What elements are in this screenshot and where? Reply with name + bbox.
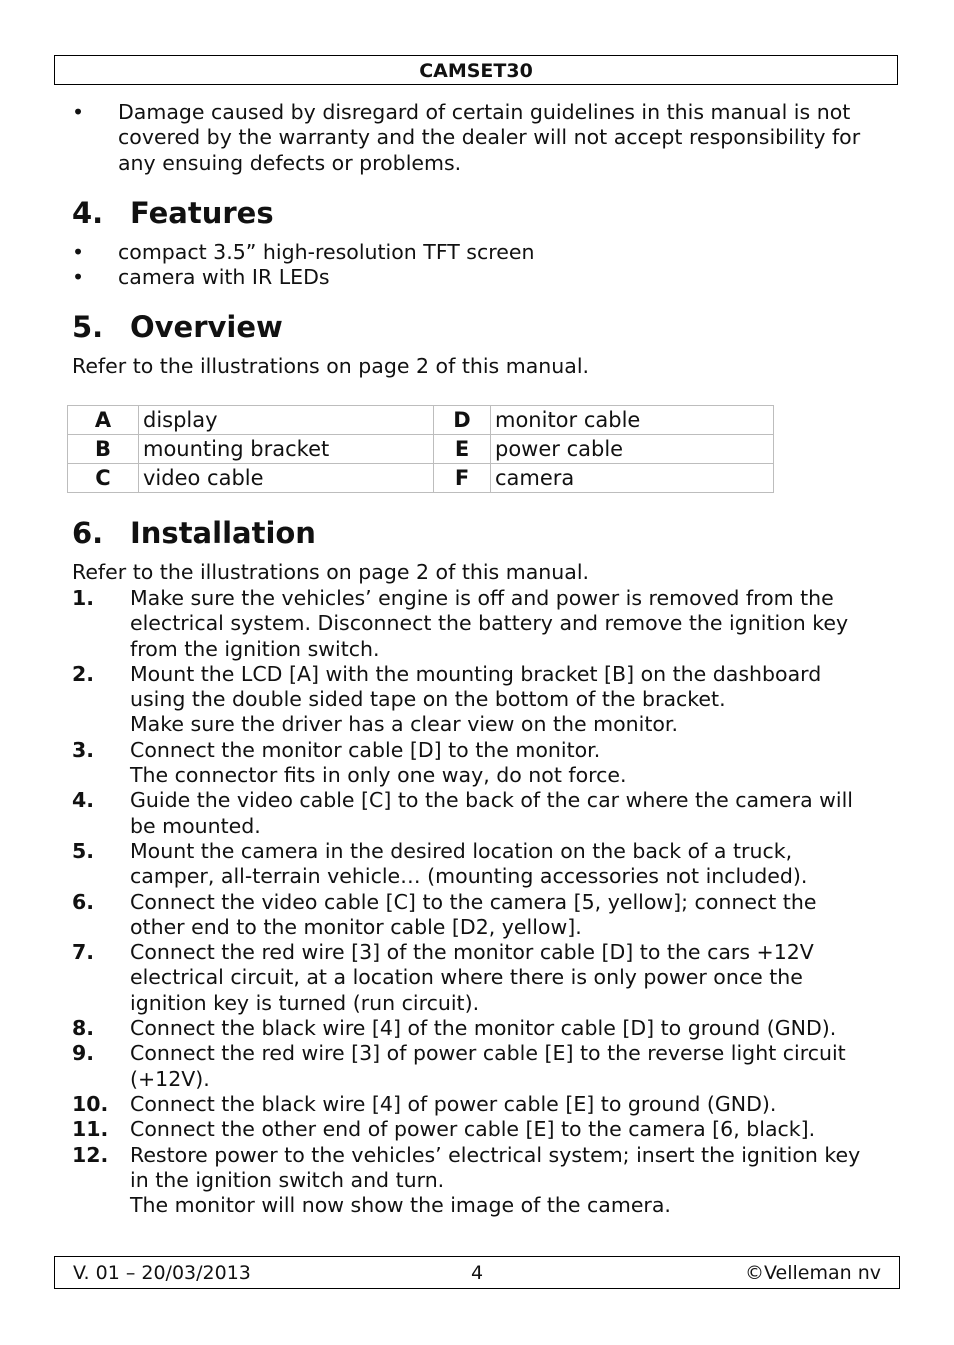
step-line: Mount the camera in the desired location on the back of a truck, [130,838,793,863]
step-number: 2. [72,661,95,686]
step-line: The monitor will now show the image of the camera. [130,1193,671,1218]
step-line: electrical circuit, at a location where there is only power once the [130,965,803,990]
step-number: 9. [72,1041,95,1066]
step-number: 1. [72,586,95,610]
bullet-text: compact 3.5” high-resolution TFT screen [118,240,535,264]
step-number: 8. [72,1016,95,1041]
step-text [130,839,892,890]
step-line: Restore power to the vehicles’ electrical system; insert the ignition key [130,1142,861,1167]
list-item [72,738,892,789]
table-value: mounting bracket [139,435,434,464]
footer-page-number: 4 [470,1262,484,1284]
step-line: Connect the other end of power cable [E] to the camera [6, black]. [130,1117,816,1142]
step-line: using the double sided tape on the bottom of the bracket. [130,687,726,712]
list-item [72,240,882,265]
list-item [72,662,892,738]
table-value: monitor cable [491,406,774,435]
page-header [54,55,898,85]
step-line: The connector fits in only one way, do not force. [130,763,627,788]
step-number: 4. [72,788,95,813]
step-line: Make sure the vehicles’ engine is off and power is removed from the [130,586,834,610]
step-number: 7. [72,940,95,965]
section-heading-installation: 6. Installation [72,516,316,550]
table-value: display [139,406,434,435]
step-text [130,1041,892,1092]
table-value: camera [491,464,774,493]
step-line: other end to the monitor cable [D2, yellow]. [130,914,582,939]
step-line: in the ignition switch and turn. [130,1167,445,1192]
step-line: Mount the LCD [A] with the mounting bracket [B] on the dashboard [130,661,822,686]
list-item [72,1143,892,1219]
step-text [130,890,892,941]
list-item [72,1117,892,1142]
step-text [130,662,892,738]
overview-intro: Refer to the illustrations on page 2 of this manual. [72,354,590,378]
header-title: CAMSET30 [419,60,533,82]
step-number: 5. [72,838,95,863]
step-text [130,940,892,1016]
step-text [130,788,892,839]
step-line: Make sure the driver has a clear view on the monitor. [130,712,678,737]
list-item [72,788,892,839]
list-item [72,1041,892,1092]
step-line: camper, all-terrain vehicle… (mounting accessories not included). [130,864,808,889]
step-line: Connect the black wire [4] of power cable [E] to ground (GND). [130,1091,777,1116]
page-footer [54,1256,900,1289]
bullet-text: Damage caused by disregard of certain guidelines in this manual is not covered by the warranty and the dealer will not accept responsibility for any ensuing defects or problems. [118,100,861,175]
list-item [72,1092,892,1117]
step-text [130,1143,892,1219]
step-text [130,738,892,789]
list-item [72,890,892,941]
step-text [130,1092,892,1117]
table-key: F [434,464,491,493]
step-line: ignition key is turned (run circuit). [130,990,480,1015]
installation-steps [72,586,892,1218]
table-key: A [68,406,139,435]
list-item [72,586,892,662]
table-key: B [68,435,139,464]
list-item [72,265,882,290]
bullet-icon: • [72,265,85,289]
step-line: be mounted. [130,813,261,838]
step-line: Connect the black wire [4] of the monitor cable [D] to ground (GND). [130,1016,837,1041]
list-item [72,839,892,890]
table-row [68,464,774,493]
list-item [72,940,892,1016]
bullet-text: camera with IR LEDs [118,265,330,289]
step-text [130,1117,892,1142]
step-line: Connect the red wire [3] of power cable [E] to the reverse light circuit [130,1041,846,1066]
step-line: Connect the red wire [3] of the monitor cable [D] to the cars +12V [130,940,814,965]
step-text [130,1016,892,1041]
step-line: from the ignition switch. [130,636,380,661]
table-key: E [434,435,491,464]
footer-version: V. 01 – 20/03/2013 [73,1262,251,1284]
step-line: Connect the monitor cable [D] to the monitor. [130,737,601,762]
step-number: 6. [72,889,95,914]
step-line: Guide the video cable [C] to the back of the car where the camera will [130,788,853,813]
table-key: C [68,464,139,493]
step-line: electrical system. Disconnect the battery and remove the ignition key [130,611,849,636]
step-text [130,586,892,662]
table-value: video cable [139,464,434,493]
list-item [72,100,882,176]
step-number: 11. [72,1117,109,1142]
overview-table [67,405,774,493]
step-number: 10. [72,1091,109,1116]
bullet-icon: • [72,100,85,124]
footer-copyright: ©Velleman nv [745,1262,881,1284]
table-row [68,406,774,435]
bullet-icon: • [72,240,85,264]
step-number: 3. [72,737,95,762]
step-line: (+12V). [130,1066,210,1091]
table-value: power cable [491,435,774,464]
installation-intro: Refer to the illustrations on page 2 of this manual. [72,560,590,584]
table-key: D [434,406,491,435]
section-heading-overview: 5. Overview [72,310,283,344]
step-line: Connect the video cable [C] to the camera [5, yellow]; connect the [130,889,817,914]
section-heading-features: 4. Features [72,196,274,230]
list-item [72,1016,892,1041]
step-number: 12. [72,1142,109,1167]
table-row [68,435,774,464]
